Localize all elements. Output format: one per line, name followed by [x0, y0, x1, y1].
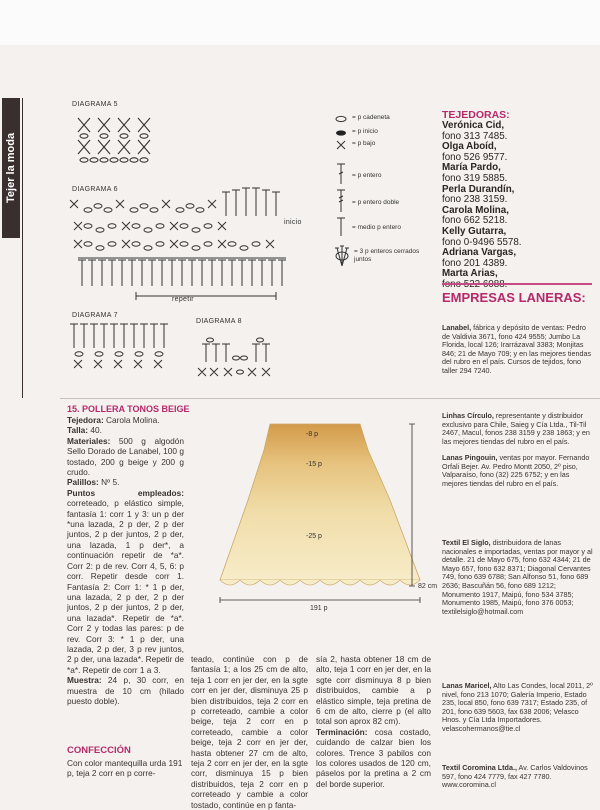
- pattern-col-1: [67, 415, 184, 706]
- tejedora-phone: fono 319 5885.: [442, 172, 508, 184]
- legend-item: = p entero doble: [352, 199, 400, 206]
- pattern-field: [67, 675, 184, 706]
- empresa-item: [442, 454, 594, 488]
- pattern-field-label: Muestra:: [67, 675, 102, 686]
- page-top-band: [0, 0, 600, 45]
- tejedora-phone: fono 313 7485.: [442, 130, 508, 142]
- pattern-field-value: Nº 5.: [98, 477, 120, 488]
- diagram-7-icon: [68, 318, 188, 374]
- legend-item: = medio p entero: [352, 224, 401, 231]
- filled-oval-icon: [334, 129, 348, 137]
- empresa-name: Linhas Círculo,: [442, 411, 494, 420]
- legend-item: = p cadeneta: [352, 114, 390, 121]
- legend-item: = p inicio: [352, 128, 378, 135]
- pattern-field-label: Palillos:: [67, 477, 99, 488]
- pattern-col-3: [316, 654, 431, 789]
- pattern-col-3-b: cosa costado, cuidando de calzar bien los colores. Trence 3 pabilos con los colores usados de 120 cm, páselos por la pretina a 2 cm del borde superior.: [316, 726, 431, 789]
- schematic-height: 82 cm: [418, 583, 438, 590]
- half-t-icon: [336, 216, 346, 238]
- skirt-shape: [220, 424, 420, 580]
- pattern-title: 15. POLLERA TONOS BEIGE: [67, 404, 190, 414]
- pattern-field-label: Puntos empleados:: [67, 487, 184, 498]
- pattern-field: [67, 415, 184, 425]
- pattern-field-value: 24 p, 30 corr, en muestra de 10 cm (hilado puesto doble).: [67, 675, 184, 706]
- pattern-field: [67, 477, 184, 487]
- empresa-item: [442, 539, 594, 616]
- legend-item: = 3 p enteros cerrados juntos: [354, 248, 420, 263]
- pattern-col-3-a: sía 2, hasta obtener 18 cm de alto, teja 1 corr en jer der, en la sgte corr disminuya 8 p bien distribuidos, cambie a p elástico simple, teja pretina de 6 cm de alto, cierre p (el alto total son aprox 82 cm).: [316, 654, 431, 727]
- tejedora-phone: fono 526 9577.: [442, 151, 508, 163]
- schematic-label-25p: -25 p: [306, 533, 322, 540]
- empresa-item: [442, 324, 594, 376]
- tejedora-item: [442, 121, 592, 142]
- schematic-label-15p: -15 p: [306, 461, 322, 468]
- tejedora-name: Carola Molina,: [442, 204, 509, 216]
- schematic-width: 191 p: [310, 605, 328, 612]
- diagram-7-label: DIAGRAMA 7: [72, 312, 118, 319]
- empresa-item: [442, 412, 594, 446]
- pattern-field: [67, 425, 184, 435]
- diagram-6-label: DIAGRAMA 6: [72, 186, 118, 193]
- tejedora-name: Verónica Cid,: [442, 120, 505, 131]
- tejedora-name: Marta Arias,: [442, 268, 498, 280]
- pattern-field-label: Materiales:: [67, 435, 111, 446]
- empresas-title: EMPRESAS LANERAS:: [442, 290, 586, 305]
- diagram-6-icon: [66, 186, 316, 308]
- pattern-field-value: correteado, p elástico simple, fantasía 1: corr 1 y 3: un p der *una lazada, 2 p der, 2 p der juntos, 2 p der juntos, 2 p der, una lazada, 1 p der*, a continuación repetir de *a*. Corr 2: p de rev. Corr 4, 5, 6: p corr. Repetir desde corr 1. Fantasía 2: Corr 1: * 1 p der, una lazada, 2 p der, 2 p der juntos, 2 p der juntos, 2 p der, una lazada*. Repetir de *a*. Corr 2 y todas las pares: p de rev. Corr 3: * 1 p der, una lazada, 2 p der, 3 p rev juntos, 2 p der, una lazada*. Repetir de *a*. Repetir de corr 1 a 3.: [67, 498, 184, 675]
- schematic-label-8p: -8 p: [306, 431, 319, 438]
- tejedora-name: Kelly Gutarra,: [442, 225, 507, 237]
- pattern-field: [67, 436, 184, 478]
- oval-icon: [334, 115, 348, 123]
- empresa-name: Textil El Siglo,: [442, 538, 491, 547]
- pattern-col-2: teado, continúe con p de fantasía 1; a los 25 cm de alto, teja 1 corr en jer der, en la sgte corr en jer der, disminuya 25 p bien distribuidos, teja 2 corr en p correteado, cambie a color beige, teja 2 corr en p correteado, cambie a color beige, teja 2 corr en jer der, hasta obtener 27 cm de alto, teja 2 corr en jer der, en la sgte corr, disminuya 15 p bien distribuidos, teja 2 corr en p correteado y cambie a color tostado, continúe en p fanta-: [191, 654, 308, 810]
- empresa-name: Textil Coromina Ltda.,: [442, 763, 517, 772]
- tejedora-item: [442, 185, 592, 206]
- tejedora-item: [442, 142, 592, 163]
- empresa-details: ventas por mayor. Fernando Orfali Bejer. Av. Pedro Montt 2050, 2º piso, Valparaíso, fono (32) 225 6752; y en las mejores tiendas del rubro en el país.: [442, 453, 590, 488]
- empresa-name: Lanabel,: [442, 323, 472, 332]
- empresa-item: [442, 764, 594, 790]
- x-icon: [336, 140, 346, 150]
- tejedora-phone: fono 0-9496 5578.: [442, 236, 522, 248]
- empresa-details: fábrica y depósito de ventas: Pedro de Valdivia 3671, fono 424 9555; Jumbo La Florida, local 126; Irarrázaval 3383; Monjitas 846; 21 de Mayo 709; y en las mejores tiendas del rubro en el país. Cursos de tejidos, fono taller 294 7240.: [442, 323, 592, 375]
- diagram-8-icon: [196, 328, 306, 384]
- cluster-icon: [334, 244, 350, 268]
- empresa-details: representante y distribuidor exclusivo para Chile, Saieg y Cía Ltda., Til-Til 2467, Macul, fonos 238 3159 y 238 1863; y en las mejores tiendas del rubro en el país.: [442, 411, 590, 446]
- tejedora-name: Adriana Vargas,: [442, 247, 517, 259]
- legend-item: = p entero: [352, 172, 382, 179]
- tejedora-item: [442, 269, 592, 290]
- pattern-field-value: 500 g algodón Sello Dorado de Lanabel, 100 g tostado, 200 g beige y 200 g crudo.: [67, 435, 184, 478]
- terminacion-label: Terminación:: [316, 726, 368, 737]
- pattern-field-value: 40.: [88, 425, 102, 436]
- section-divider: [22, 98, 23, 398]
- pattern-field-value: Carola Molina.: [103, 415, 160, 425]
- pattern-field: [67, 488, 184, 675]
- tejedora-name: María Pardo,: [442, 162, 501, 174]
- confeccion-title: CONFECCIÓN: [67, 745, 131, 756]
- tejedora-phone: fono 238 3159.: [442, 194, 508, 206]
- empresa-item: [442, 682, 594, 734]
- empresa-details: distribuidora de lanas nacionales e importadas, ventas por mayor y al detalle. 21 de Mayo 675, fono 632 4344; 21 de Mayo 657, fono 632 8371; Diagonal Cervantes 749, fono 639 6788; San Alfonso 51, fono 689 2636; Bascuñán 56, fono 689 1212; Monumento 1917, Maipú, fono 534 3785; Monumento 1985, Maipú, fono 376 0053; textilelsiglo@hotmail.com: [442, 538, 593, 616]
- tejedora-item: [442, 163, 592, 184]
- empresa-name: Lanas Pingouin,: [442, 453, 498, 462]
- repetir-label: repetir: [172, 296, 194, 303]
- empresa-details: Av. Carlos Valdovinos 597, fono 424 7779, fax 427 7780. www.coromina.cl: [442, 763, 588, 790]
- tejedora-name: Perla Durandín,: [442, 183, 515, 195]
- empresa-name: Lanas Maricel,: [442, 681, 492, 690]
- tejedora-item: [442, 206, 592, 227]
- diagram-5-icon: [70, 110, 180, 170]
- legend-item: = p bajo: [352, 140, 376, 147]
- tejedora-phone: fono 201 4389.: [442, 257, 508, 269]
- confeccion-text: Con color mantequilla urda 191 p, teja 2 corr en p corre-: [67, 758, 183, 779]
- divider: [60, 398, 600, 399]
- empresa-details: Alto Las Condes, local 2011, 2º nivel, fono 213 1070; Galería Imperio, Estado 235, local 850, fono 639 7317; Estado 235, of 201, fono 639 5603, fax 638 2006; Velasco Hnos. y Cía Ltda Importadores. velascohermanos@tie.cl: [442, 681, 593, 733]
- section-tab: Tejer la moda: [2, 98, 20, 238]
- divider: [442, 283, 592, 285]
- stitch-legend: [334, 114, 434, 268]
- double-t-icon: [336, 188, 346, 214]
- diagram-5-label: DIAGRAMA 5: [72, 101, 118, 108]
- pattern-field-label: Tejedora:: [67, 415, 104, 425]
- pattern-field-label: Talla:: [67, 425, 89, 436]
- inicio-label: inicio: [284, 219, 302, 226]
- tejedora-item: [442, 248, 592, 269]
- skirt-schematic: [190, 410, 440, 650]
- tejedora-phone: fono 662 5218.: [442, 215, 508, 227]
- tejedora-item: [442, 227, 592, 248]
- tejedoras-section: [442, 109, 592, 291]
- diagram-8-label: DIAGRAMA 8: [196, 318, 242, 325]
- tejedoras-title: TEJEDORAS:: [442, 109, 510, 121]
- tejedora-name: Olga Aboíd,: [442, 141, 497, 153]
- t-stitch-icon: [336, 162, 346, 186]
